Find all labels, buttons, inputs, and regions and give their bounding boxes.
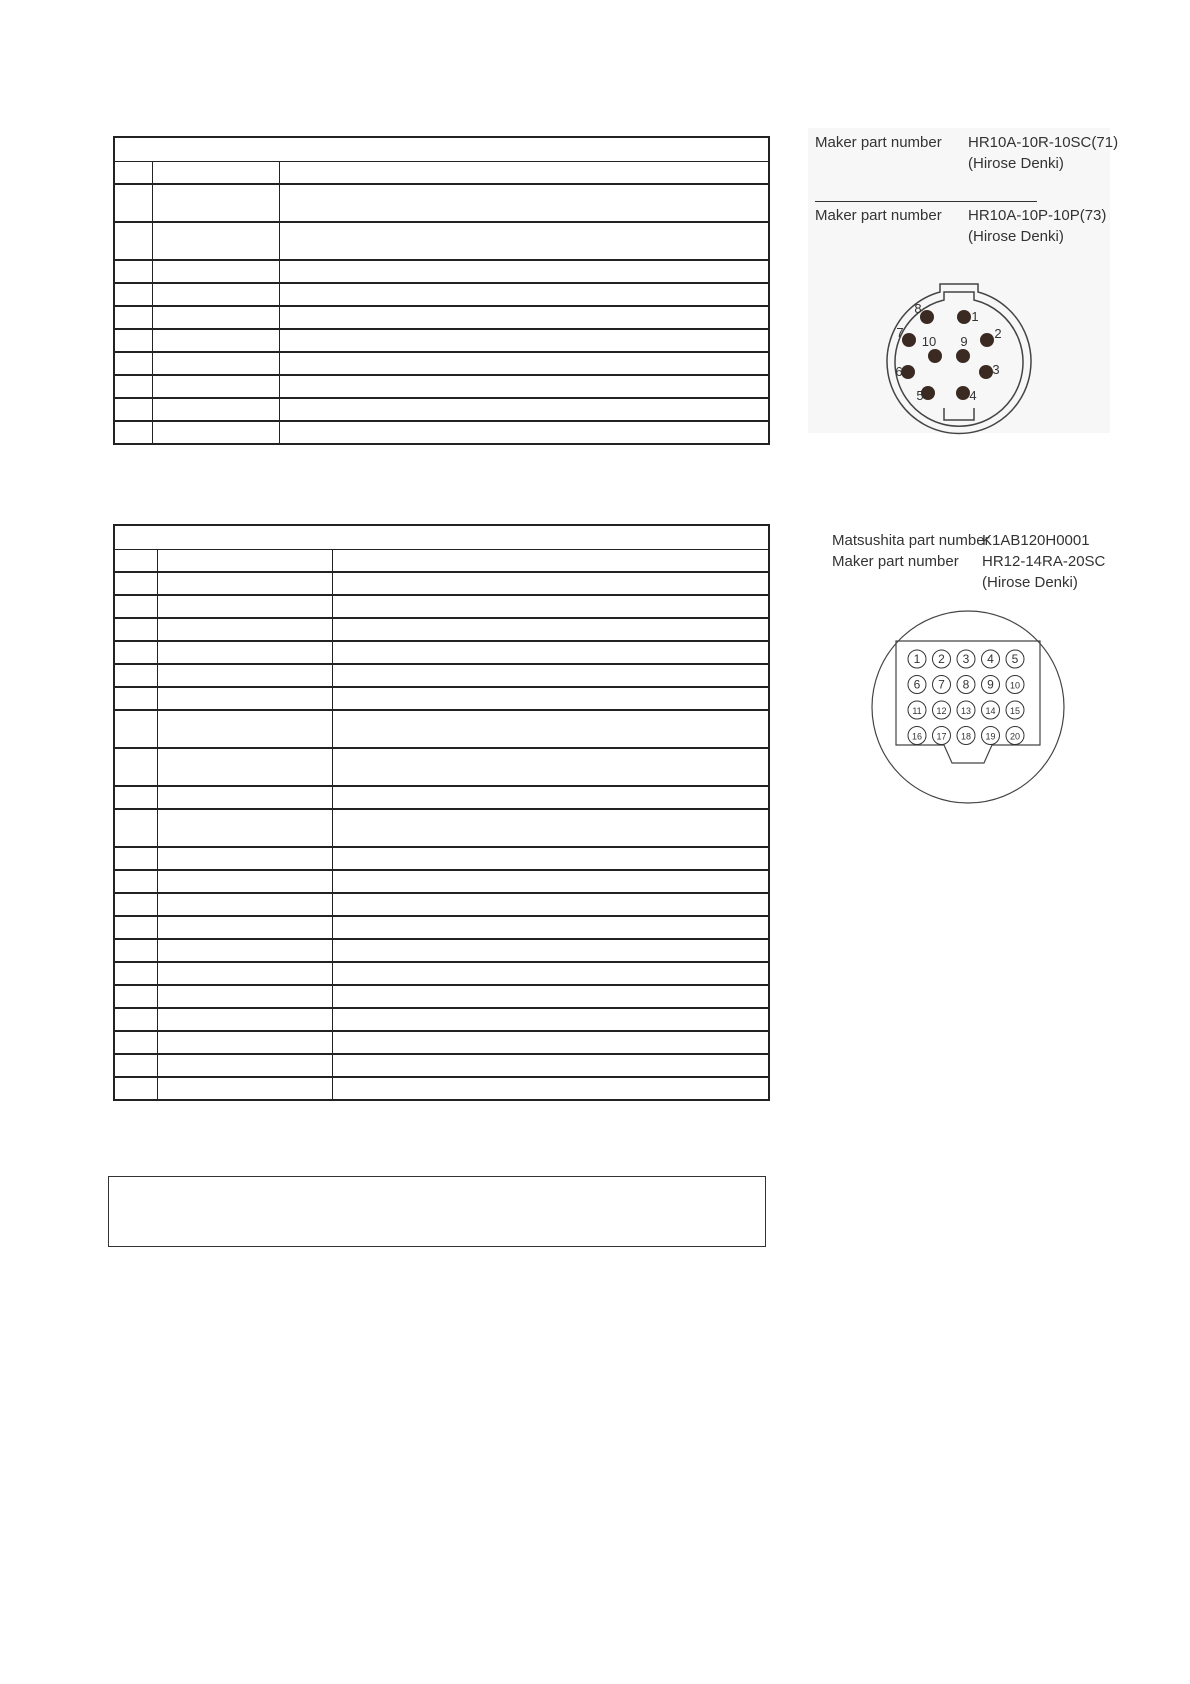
pin-dot bbox=[980, 333, 994, 347]
pin-label: 10 bbox=[921, 334, 937, 349]
description-cell bbox=[332, 809, 769, 847]
table-row bbox=[114, 306, 769, 329]
pin-dot bbox=[902, 333, 916, 347]
pin-number-cell bbox=[114, 572, 157, 595]
description-cell bbox=[279, 184, 769, 222]
table-row bbox=[114, 939, 769, 962]
description-cell bbox=[332, 847, 769, 870]
pin-number-cell bbox=[114, 260, 152, 283]
pin-number-cell bbox=[114, 939, 157, 962]
pin-number-cell bbox=[114, 352, 152, 375]
description-cell bbox=[279, 421, 769, 444]
signal-name-cell bbox=[152, 398, 279, 421]
table-row bbox=[114, 595, 769, 618]
description-cell bbox=[332, 572, 769, 595]
description-cell bbox=[332, 748, 769, 786]
pin-number-cell bbox=[114, 595, 157, 618]
pin-number-label: 12 bbox=[936, 706, 947, 716]
pin-number-cell bbox=[114, 283, 152, 306]
table-row bbox=[114, 1054, 769, 1077]
signal-name-cell bbox=[157, 962, 332, 985]
pin-dot bbox=[957, 310, 971, 324]
pin-number-label: 10 bbox=[1009, 680, 1021, 691]
pin-number-cell bbox=[114, 687, 157, 710]
pin-dot bbox=[979, 365, 993, 379]
pin-10 bbox=[1006, 676, 1024, 694]
description-cell bbox=[332, 916, 769, 939]
description-cell bbox=[332, 893, 769, 916]
description-cell bbox=[279, 161, 769, 184]
table-title-row bbox=[114, 137, 769, 161]
pin-9 bbox=[982, 676, 1000, 694]
table-row bbox=[114, 687, 769, 710]
pin-number-cell bbox=[114, 916, 157, 939]
table-row bbox=[114, 893, 769, 916]
pin-number-label: 6 bbox=[913, 677, 921, 692]
pin-label: 4 bbox=[969, 388, 977, 403]
signal-name-cell bbox=[152, 222, 279, 260]
pin-number-cell bbox=[114, 809, 157, 847]
pin-number-cell bbox=[114, 222, 152, 260]
table-row bbox=[114, 618, 769, 641]
description-cell bbox=[332, 687, 769, 710]
connector-2-pinout-diagram bbox=[868, 607, 1068, 807]
pin-number-cell bbox=[114, 329, 152, 352]
pin-number-cell bbox=[114, 306, 152, 329]
pin-15 bbox=[1006, 701, 1024, 719]
table-row bbox=[114, 847, 769, 870]
spec-divider bbox=[815, 201, 1037, 202]
table-row bbox=[114, 283, 769, 306]
pin-number-cell bbox=[114, 618, 157, 641]
pin-16 bbox=[908, 727, 926, 745]
pin-number-label: 20 bbox=[1009, 731, 1021, 742]
pin-2 bbox=[933, 650, 951, 668]
pin-label: 5 bbox=[916, 388, 924, 403]
matsushita-part-value: K1AB120H0001 bbox=[982, 532, 1090, 549]
pin-number-cell bbox=[114, 641, 157, 664]
signal-name-cell bbox=[157, 786, 332, 809]
table-row bbox=[114, 375, 769, 398]
pin-number-cell bbox=[114, 985, 157, 1008]
pin-label: 1 bbox=[971, 309, 979, 324]
pin-number-cell bbox=[114, 870, 157, 893]
pin-number-label: 19 bbox=[985, 731, 996, 742]
pin-number-cell bbox=[114, 1008, 157, 1031]
pin-dot bbox=[928, 349, 942, 363]
pin-number-cell bbox=[114, 893, 157, 916]
pin-table-2 bbox=[113, 524, 770, 1101]
pin-number-cell bbox=[114, 421, 152, 444]
plug-maker-name: (Hirose Denki) bbox=[968, 228, 1064, 245]
pin-number-label: 1 bbox=[913, 652, 921, 666]
pin-number-cell bbox=[114, 664, 157, 687]
description-cell bbox=[332, 1031, 769, 1054]
pin-label: 2 bbox=[994, 326, 1002, 341]
connector-2-pins bbox=[908, 650, 1024, 745]
connector-1-pins bbox=[895, 301, 1001, 403]
table-row bbox=[114, 985, 769, 1008]
signal-name-cell bbox=[157, 870, 332, 893]
socket-maker-name: (Hirose Denki) bbox=[968, 155, 1064, 172]
signal-name-cell bbox=[157, 618, 332, 641]
description-cell bbox=[279, 375, 769, 398]
pin-11 bbox=[908, 701, 926, 719]
table-row bbox=[114, 549, 769, 572]
table-row bbox=[114, 329, 769, 352]
pin-13 bbox=[957, 701, 975, 719]
table-row bbox=[114, 809, 769, 847]
pin-14 bbox=[982, 701, 1000, 719]
pin-number-label: 7 bbox=[938, 677, 945, 692]
matsushita-part-label: Matsushita part number bbox=[832, 532, 990, 549]
table-title-row bbox=[114, 525, 769, 549]
pin-8 bbox=[957, 676, 975, 694]
signal-name-cell bbox=[157, 664, 332, 687]
description-cell bbox=[332, 985, 769, 1008]
signal-name-cell bbox=[157, 847, 332, 870]
description-cell bbox=[332, 641, 769, 664]
signal-name-cell bbox=[157, 641, 332, 664]
pin-dot bbox=[920, 310, 934, 324]
table-row bbox=[114, 398, 769, 421]
pin-number-cell bbox=[114, 549, 157, 572]
pin-19 bbox=[982, 727, 1000, 745]
socket-part-label: Maker part number bbox=[815, 134, 942, 151]
description-cell bbox=[332, 1054, 769, 1077]
pin-number-cell bbox=[114, 184, 152, 222]
signal-name-cell bbox=[157, 748, 332, 786]
pin-number-label: 3 bbox=[962, 652, 970, 666]
pin-number-cell bbox=[114, 398, 152, 421]
pin-18 bbox=[957, 727, 975, 745]
description-cell bbox=[279, 222, 769, 260]
description-cell bbox=[332, 1008, 769, 1031]
signal-name-cell bbox=[152, 352, 279, 375]
maker-part-value: HR12-14RA-20SC bbox=[982, 553, 1106, 570]
table-row bbox=[114, 222, 769, 260]
signal-name-cell bbox=[157, 1077, 332, 1100]
description-cell bbox=[332, 549, 769, 572]
table-row bbox=[114, 184, 769, 222]
pin-label: 6 bbox=[895, 364, 903, 379]
pin-number-label: 11 bbox=[912, 706, 922, 716]
table-row bbox=[114, 1077, 769, 1100]
plug-part-label: Maker part number bbox=[815, 207, 942, 224]
table-row bbox=[114, 352, 769, 375]
pin-5 bbox=[1006, 650, 1024, 668]
signal-name-cell bbox=[157, 939, 332, 962]
pin-number-cell bbox=[114, 786, 157, 809]
signal-name-cell bbox=[157, 1031, 332, 1054]
signal-name-cell bbox=[152, 260, 279, 283]
pin-number-label: 14 bbox=[985, 706, 996, 716]
pin-4 bbox=[982, 650, 1000, 668]
pin-number-cell bbox=[114, 161, 152, 184]
maker-name: (Hirose Denki) bbox=[982, 574, 1078, 591]
pin-number-cell bbox=[114, 748, 157, 786]
signal-name-cell bbox=[157, 985, 332, 1008]
table-row bbox=[114, 641, 769, 664]
table-row bbox=[114, 1031, 769, 1054]
table-row bbox=[114, 1008, 769, 1031]
description-cell bbox=[332, 962, 769, 985]
signal-name-cell bbox=[157, 1008, 332, 1031]
signal-name-cell bbox=[157, 595, 332, 618]
pin-number-label: 5 bbox=[1011, 652, 1019, 666]
table-row bbox=[114, 710, 769, 748]
pin-3 bbox=[957, 650, 975, 668]
signal-name-cell bbox=[157, 710, 332, 748]
signal-name-cell bbox=[157, 1054, 332, 1077]
table-row bbox=[114, 916, 769, 939]
pin-number-cell bbox=[114, 375, 152, 398]
table-row bbox=[114, 786, 769, 809]
table-row bbox=[114, 748, 769, 786]
table-row bbox=[114, 962, 769, 985]
pin-number-cell bbox=[114, 1054, 157, 1077]
table-row bbox=[114, 870, 769, 893]
signal-name-cell bbox=[157, 893, 332, 916]
connector-1-pinout-diagram bbox=[870, 278, 1070, 438]
signal-name-cell bbox=[152, 184, 279, 222]
pin-number-label: 2 bbox=[938, 652, 945, 666]
pin-label: 8 bbox=[914, 301, 922, 316]
description-cell bbox=[332, 710, 769, 748]
pin-label: 3 bbox=[992, 362, 1000, 377]
pin-number-label: 17 bbox=[936, 731, 947, 742]
maker-part-label: Maker part number bbox=[832, 553, 959, 570]
socket-part-value: HR10A-10R-10SC(71) bbox=[968, 134, 1119, 151]
pin-number-label: 13 bbox=[960, 706, 972, 716]
table-row bbox=[114, 260, 769, 283]
pin-number-label: 15 bbox=[1009, 706, 1021, 716]
signal-name-cell bbox=[157, 916, 332, 939]
pin-number-cell bbox=[114, 962, 157, 985]
description-cell bbox=[279, 283, 769, 306]
signal-name-cell bbox=[152, 306, 279, 329]
pin-number-label: 9 bbox=[987, 677, 994, 692]
pin-20 bbox=[1006, 727, 1024, 745]
table-row bbox=[114, 421, 769, 444]
plug-part-value: HR10A-10P-10P(73) bbox=[968, 207, 1107, 224]
table-row bbox=[114, 161, 769, 184]
description-cell bbox=[332, 1077, 769, 1100]
pin-number-cell bbox=[114, 847, 157, 870]
pin-number-label: 8 bbox=[962, 677, 970, 692]
pin-number-cell bbox=[114, 1031, 157, 1054]
pin-label: 9 bbox=[960, 334, 968, 349]
pin-7 bbox=[933, 676, 951, 694]
signal-name-cell bbox=[152, 329, 279, 352]
pin-table-1 bbox=[113, 136, 770, 445]
pin-1 bbox=[908, 650, 926, 668]
pin-number-label: 18 bbox=[960, 731, 972, 742]
description-cell bbox=[332, 664, 769, 687]
signal-name-cell bbox=[157, 809, 332, 847]
pin-dot bbox=[956, 386, 970, 400]
description-cell bbox=[279, 329, 769, 352]
pin-number-label: 4 bbox=[987, 652, 994, 666]
pin-number-label: 16 bbox=[911, 731, 923, 742]
signal-name-cell bbox=[157, 549, 332, 572]
description-cell bbox=[279, 260, 769, 283]
description-cell bbox=[332, 939, 769, 962]
pin-17 bbox=[933, 727, 951, 745]
note-box bbox=[108, 1176, 766, 1247]
signal-name-cell bbox=[157, 687, 332, 710]
pin-number-cell bbox=[114, 1077, 157, 1100]
description-cell bbox=[279, 398, 769, 421]
description-cell bbox=[332, 870, 769, 893]
description-cell bbox=[332, 595, 769, 618]
signal-name-cell bbox=[152, 421, 279, 444]
pin-table-2-body bbox=[114, 525, 769, 1100]
pin-dot bbox=[956, 349, 970, 363]
signal-name-cell bbox=[152, 375, 279, 398]
pin-6 bbox=[908, 676, 926, 694]
signal-name-cell bbox=[152, 283, 279, 306]
pin-12 bbox=[933, 701, 951, 719]
description-cell bbox=[332, 786, 769, 809]
pin-dot bbox=[901, 365, 915, 379]
description-cell bbox=[279, 306, 769, 329]
signal-name-cell bbox=[157, 572, 332, 595]
table-row bbox=[114, 572, 769, 595]
table-row bbox=[114, 664, 769, 687]
pin-table-1-body bbox=[114, 137, 769, 444]
description-cell bbox=[332, 618, 769, 641]
description-cell bbox=[279, 352, 769, 375]
signal-name-cell bbox=[152, 161, 279, 184]
pin-number-cell bbox=[114, 710, 157, 748]
pin-label: 7 bbox=[896, 325, 904, 340]
